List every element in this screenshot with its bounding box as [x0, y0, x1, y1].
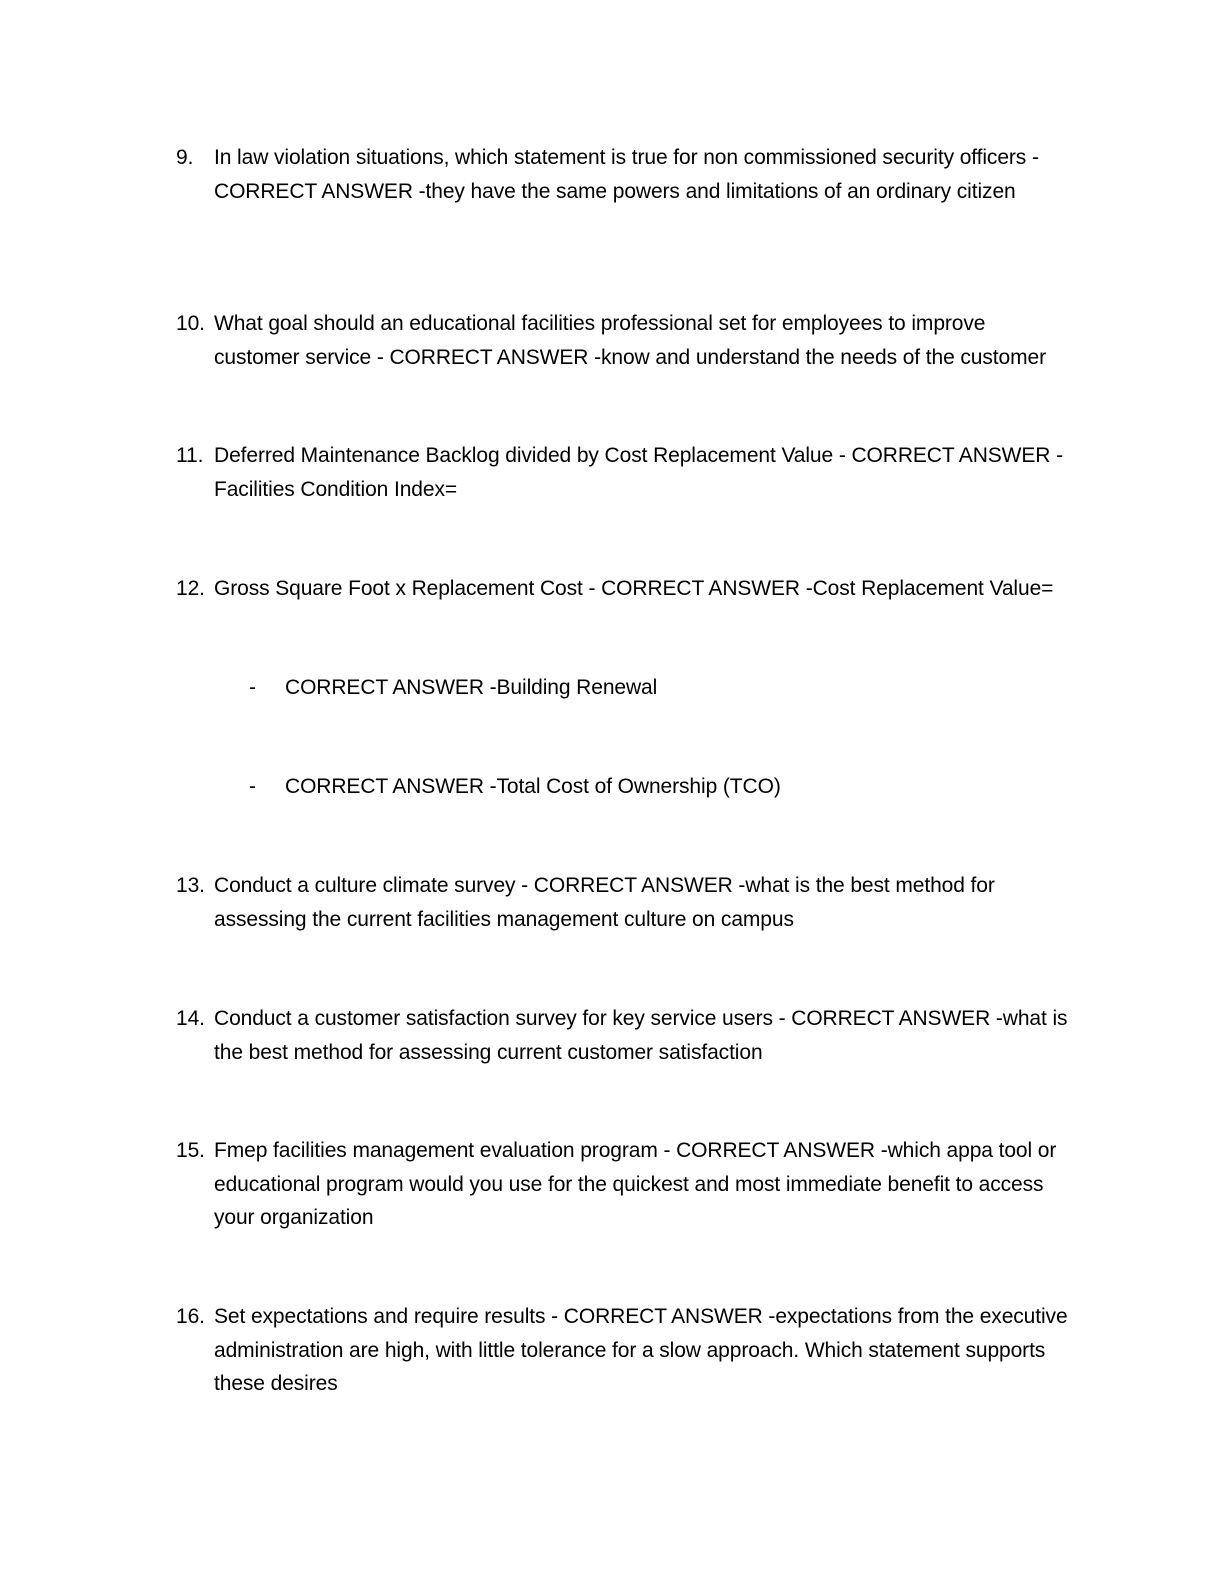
item-number: 11. [176, 444, 204, 467]
item-number: 14. [176, 1007, 205, 1030]
dash-item-total-cost [249, 770, 1069, 804]
item-text: Gross Square Foot x Replacement Cost - CORRECT ANSWER -Cost Replacement Value= [214, 577, 1054, 600]
item-text: What goal should an educational facilities professional set for employees to improve customer service - CORRECT ANSWER -know and understand the needs of the customer [214, 312, 1046, 369]
item-text: Conduct a customer satisfaction survey for key service users - CORRECT ANSWER -what is the best method for assessing current customer satisfaction [214, 1007, 1068, 1064]
dash-marker: - [249, 676, 256, 699]
list-item-14 [176, 1002, 1076, 1069]
dash-item-text: CORRECT ANSWER -Total Cost of Ownership (TCO) [285, 775, 781, 798]
item-number: 10. [176, 312, 205, 335]
item-text: Deferred Maintenance Backlog divided by Cost Replacement Value - CORRECT ANSWER - Facilities Condition Index= [214, 444, 1063, 501]
item-number: 15. [176, 1139, 205, 1162]
dash-marker: - [249, 775, 256, 798]
item-text: Set expectations and require results - CORRECT ANSWER -expectations from the executive administration are high, with little tolerance for a slow approach. Which statement supports these desires [214, 1305, 1068, 1395]
list-item-12 [176, 572, 1076, 606]
item-number: 9. [176, 146, 194, 169]
item-number: 13. [176, 874, 205, 897]
item-number: 16. [176, 1305, 205, 1328]
dash-item-text: CORRECT ANSWER -Building Renewal [285, 676, 658, 699]
item-text: Fmep facilities management evaluation program - CORRECT ANSWER -which appa tool or educational program would you use for the quickest and most immediate benefit to access your organization [214, 1139, 1057, 1229]
dash-item-building-renewal [249, 671, 1069, 705]
item-text: Conduct a culture climate survey - CORRECT ANSWER -what is the best method for assessing the current facilities management culture on campus [214, 874, 995, 931]
list-item-9 [176, 141, 1076, 208]
list-item-15 [176, 1134, 1076, 1235]
list-item-16 [176, 1300, 1076, 1401]
list-item-13 [176, 869, 1076, 936]
item-text: In law violation situations, which statement is true for non commissioned security officers - CORRECT ANSWER -they have the same powers and limitations of an ordinary citizen [214, 146, 1039, 203]
item-number: 12. [176, 577, 205, 600]
list-item-10 [176, 307, 1076, 374]
list-item-11 [176, 439, 1076, 506]
